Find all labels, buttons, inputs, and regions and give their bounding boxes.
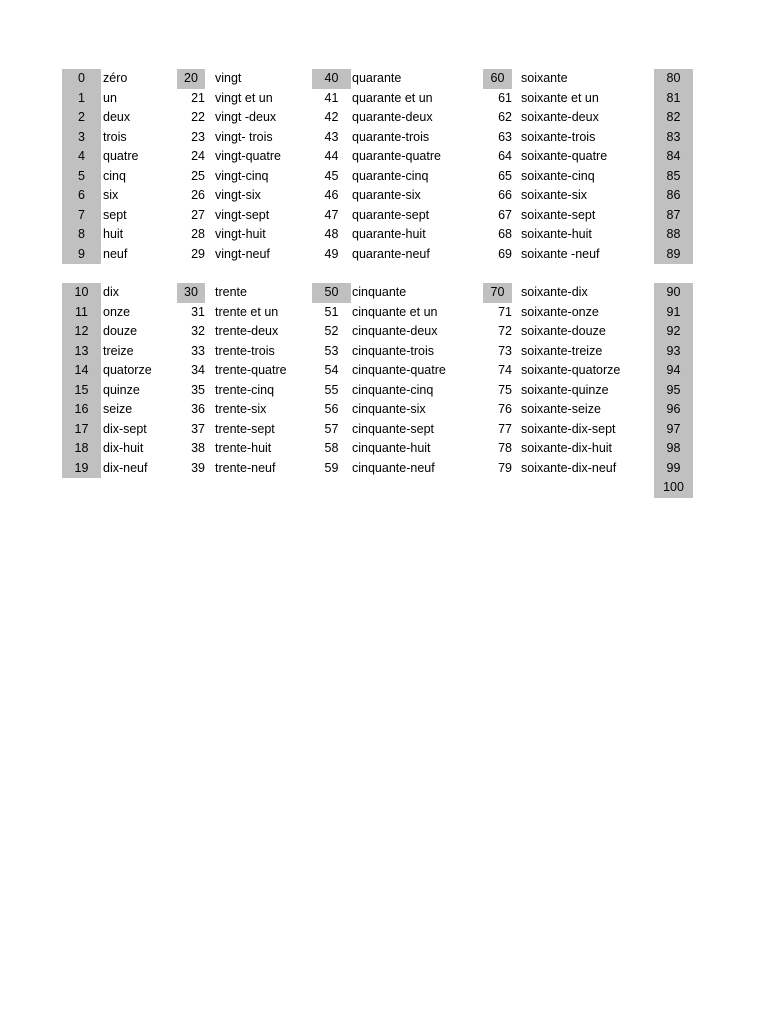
number-cell: 34 [191,363,205,377]
word-cell: trente-six [215,402,267,416]
number-cell: 88 [654,225,693,245]
word-cell: cinquante-huit [352,441,431,455]
number-cell: 49 [324,246,339,261]
number-cell: 28 [191,227,205,241]
number-cell: 36 [191,402,205,416]
word-cell: quarante [352,71,402,85]
word-cell: quarante-neuf [352,246,430,261]
word-cell: cinquante-neuf [352,460,435,475]
number-cell: 26 [191,188,205,202]
table-row [0,459,768,479]
number-cell: 43 [324,129,339,144]
word-cell: vingt-cinq [215,168,269,183]
word-cell: vingt [215,71,242,85]
table-row [0,439,768,459]
number-cell: 85 [654,167,693,187]
number-cell: 1 [62,89,101,109]
word-cell: quarante-huit [352,227,426,241]
number-cell: 62 [498,110,512,124]
word-cell: trente-huit [215,441,272,455]
word-cell: soixante-dix-sept [521,421,616,436]
number-cell: 47 [324,207,339,222]
table-row [0,186,768,206]
table-row [0,245,768,265]
word-cell: soixante-trois [521,129,596,144]
number-cell: 90 [654,283,693,303]
table-row [0,400,768,420]
word-cell: soixante-quatre [521,149,608,163]
number-cell: 95 [654,381,693,401]
number-cell: 72 [498,324,512,338]
word-cell: trois [103,129,127,144]
number-cell: 50 [312,283,351,303]
word-cell: vingt -deux [215,110,277,124]
number-cell: 51 [324,304,339,319]
table-row [0,108,768,128]
word-cell: trente-neuf [215,460,276,475]
number-cell: 53 [324,343,339,358]
number-cell: 5 [62,167,101,187]
number-cell: 14 [62,361,101,381]
word-cell: treize [103,343,134,358]
number-cell: 16 [62,400,101,420]
word-cell: dix [103,285,119,299]
number-cell: 59 [324,460,339,475]
number-cell: 69 [498,246,512,261]
number-cell: 66 [498,188,512,202]
word-cell: trente [215,285,247,299]
table-row [0,206,768,226]
number-cell: 64 [498,149,512,163]
word-cell: dix-neuf [103,460,148,475]
word-cell: cinquante et un [352,304,438,319]
word-cell: quarante-trois [352,129,430,144]
number-cell: 31 [191,304,205,319]
number-cell: 78 [498,441,512,455]
table-row [0,361,768,381]
word-cell: cinquante-trois [352,343,434,358]
word-cell: cinquante [352,285,407,299]
number-cell: 39 [191,460,205,475]
table-row [0,283,768,303]
word-cell: soixante-dix-huit [521,441,613,455]
number-cell: 65 [498,168,512,183]
word-cell: un [103,90,117,105]
number-cell: 91 [654,303,693,323]
word-cell: dix-sept [103,421,147,436]
number-cell: 17 [62,420,101,440]
word-cell: vingt-six [215,188,261,202]
word-cell: soixante-sept [521,207,596,222]
number-cell: 71 [498,304,512,319]
number-cell: 86 [654,186,693,206]
word-cell: cinquante-deux [352,324,438,338]
number-cell: 6 [62,186,101,206]
table-row [0,225,768,245]
number-cell: 15 [62,381,101,401]
word-cell: trente-cinq [215,382,275,397]
word-cell: vingt-sept [215,207,270,222]
number-cell: 21 [191,90,205,105]
word-cell: soixante-huit [521,227,592,241]
number-cell: 63 [498,129,512,144]
word-cell: onze [103,304,131,319]
number-cell: 82 [654,108,693,128]
number-cell: 37 [191,421,205,436]
number-cell: 93 [654,342,693,362]
word-cell: vingt-quatre [215,149,282,163]
number-cell: 35 [191,382,205,397]
number-cell: 52 [324,324,339,338]
word-cell: soixante-seize [521,402,601,416]
number-cell: 38 [191,441,205,455]
number-cell: 45 [324,168,339,183]
number-cell: 80 [654,69,693,89]
number-cell: 11 [62,303,101,323]
number-cell: 75 [498,382,512,397]
number-cell: 44 [324,149,339,163]
word-cell: vingt-neuf [215,246,270,261]
number-cell: 4 [62,147,101,167]
number-cell: 0 [62,69,101,89]
word-cell: douze [103,324,138,338]
number-100: 100 [654,478,693,498]
word-cell: quarante-six [352,188,421,202]
number-cell: 42 [324,110,339,124]
number-cell: 83 [654,128,693,148]
word-cell: cinquante-quatre [352,363,446,377]
table-row [0,420,768,440]
table-row [0,342,768,362]
table-row [0,147,768,167]
number-cell: 8 [62,225,101,245]
word-cell: six [103,188,119,202]
word-cell: neuf [103,246,128,261]
number-cell: 10 [62,283,101,303]
number-cell: 12 [62,322,101,342]
number-cell: 61 [498,90,512,105]
table-row [0,303,768,323]
word-cell: quatorze [103,363,152,377]
number-cell: 56 [324,402,339,416]
number-cell: 55 [324,382,339,397]
word-cell: trente-quatre [215,363,287,377]
word-cell: soixante-dix-neuf [521,460,617,475]
number-cell: 48 [324,227,339,241]
number-cell: 77 [498,421,512,436]
number-cell: 3 [62,128,101,148]
word-cell: trente et un [215,304,279,319]
number-cell: 70 [483,283,512,303]
word-cell: cinquante-six [352,402,426,416]
word-cell: soixante-cinq [521,168,595,183]
number-cell: 94 [654,361,693,381]
number-cell: 33 [191,343,205,358]
number-cell: 2 [62,108,101,128]
number-cell: 13 [62,342,101,362]
number-cell: 98 [654,439,693,459]
number-cell: 84 [654,147,693,167]
number-cell: 29 [191,246,205,261]
number-cell: 96 [654,400,693,420]
word-cell: quarante-sept [352,207,430,222]
word-cell: zéro [103,71,128,85]
number-cell: 68 [498,227,512,241]
number-cell: 18 [62,439,101,459]
number-cell: 40 [312,69,351,89]
word-cell: cinquante-sept [352,421,435,436]
table-row [0,89,768,109]
word-cell: quarante-cinq [352,168,429,183]
table-row [0,69,768,89]
number-cell: 67 [498,207,512,222]
word-cell: vingt-huit [215,227,266,241]
number-cell: 92 [654,322,693,342]
word-cell: soixante-quinze [521,382,609,397]
number-cell: 89 [654,245,693,265]
word-cell: soixante-deux [521,110,599,124]
number-cell: 27 [191,207,205,222]
word-cell: soixante-douze [521,324,606,338]
number-cell: 97 [654,420,693,440]
word-cell: soixante et un [521,90,599,105]
number-cell: 81 [654,89,693,109]
table-row [0,128,768,148]
number-cell: 73 [498,343,512,358]
word-cell: quarante-deux [352,110,433,124]
word-cell: sept [103,207,127,222]
word-cell: trente-deux [215,324,279,338]
word-cell: quinze [103,382,140,397]
word-cell: vingt- trois [215,129,273,144]
number-cell: 57 [324,421,339,436]
number-cell: 41 [324,90,339,105]
number-cell: 58 [324,441,339,455]
word-cell: soixante-onze [521,304,599,319]
word-cell: quatre [103,149,139,163]
number-cell: 7 [62,206,101,226]
table-row [0,167,768,187]
word-cell: soixante -neuf [521,246,600,261]
number-cell: 46 [324,188,339,202]
number-cell: 74 [498,363,512,377]
word-cell: quarante-quatre [352,149,441,163]
number-cell: 22 [191,110,205,124]
word-cell: trente-trois [215,343,275,358]
number-cell: 9 [62,245,101,265]
table-row [0,322,768,342]
number-cell: 79 [498,460,512,475]
word-cell: dix-huit [103,441,144,455]
word-cell: cinq [103,168,126,183]
number-cell: 60 [483,69,512,89]
word-cell: seize [103,402,133,416]
number-cell: 87 [654,206,693,226]
word-cell: soixante-treize [521,343,603,358]
word-cell: vingt et un [215,90,273,105]
word-cell: soixante [521,71,568,85]
number-cell: 76 [498,402,512,416]
word-cell: quarante et un [352,90,433,105]
word-cell: soixante-six [521,188,587,202]
table-row [0,381,768,401]
word-cell: huit [103,227,124,241]
word-cell: cinquante-cinq [352,382,434,397]
number-cell: 20 [177,69,205,89]
word-cell: trente-sept [215,421,275,436]
number-cell: 24 [191,149,205,163]
number-cell: 99 [654,459,693,479]
number-cell: 54 [324,363,339,377]
number-cell: 30 [177,283,205,303]
word-cell: soixante-dix [521,285,588,299]
word-cell: deux [103,110,131,124]
number-cell: 25 [191,168,205,183]
number-cell: 19 [62,459,101,479]
number-cell: 32 [191,324,205,338]
number-cell: 23 [191,129,205,144]
word-cell: soixante-quatorze [521,363,621,377]
